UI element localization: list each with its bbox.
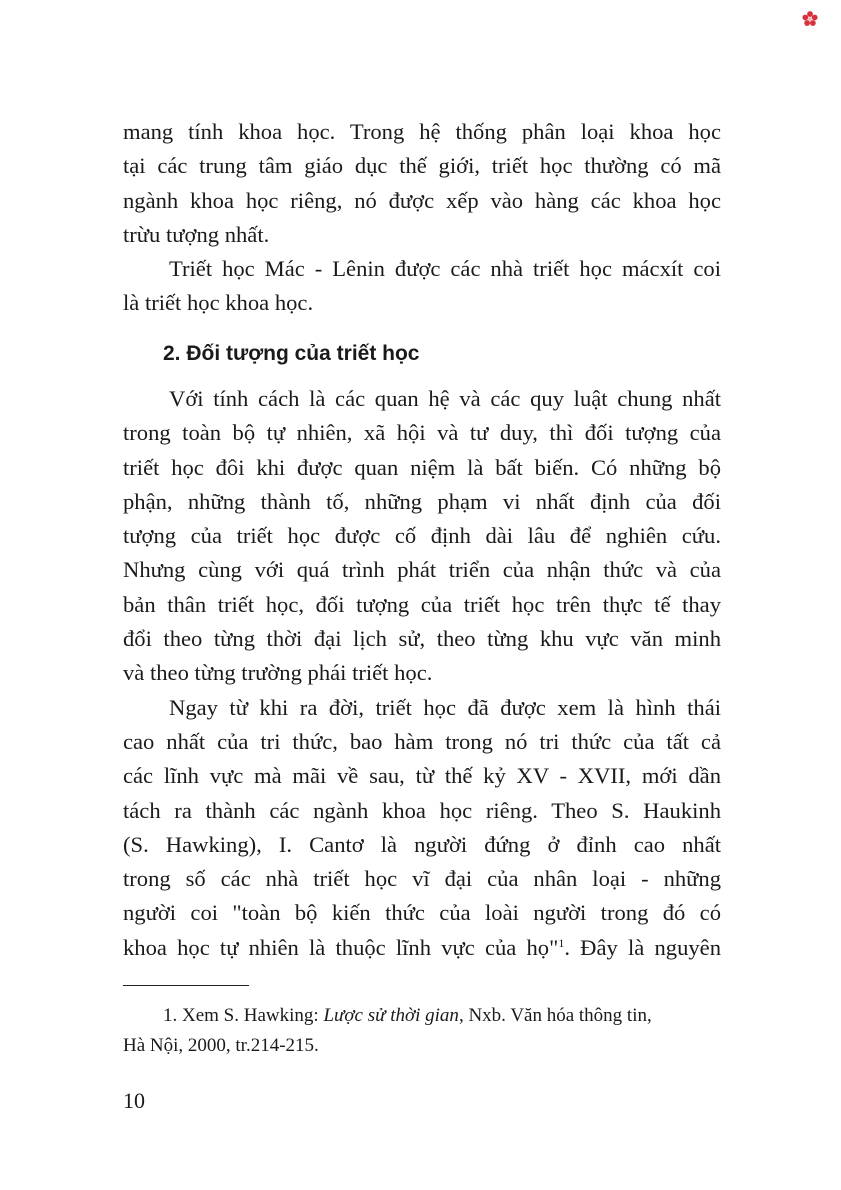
text-line: Triết học Mác - Lênin được các nhà triết học mácxít coi (169, 256, 721, 282)
text-line: trong số các nhà triết học vĩ đại của nhân loại - những (123, 866, 721, 892)
flower-ornament-icon (801, 10, 819, 28)
text-line: và theo từng trường phái triết học. (123, 660, 433, 686)
footnote (123, 1001, 721, 1061)
paragraph-last-line (123, 931, 721, 965)
page-number: 10 (123, 1088, 145, 1113)
footnote-line: Hà Nội, 2000, tr.214-215. (123, 1035, 319, 1056)
text-line: tại các trung tâm giáo dục thế giới, triết học thường có mã (123, 153, 721, 179)
text-line: người coi "toàn bộ kiến thức của loài người trong đó có (123, 900, 721, 926)
footnote-divider (123, 985, 249, 986)
text-line: đổi theo từng thời đại lịch sử, theo từng khu vực văn minh (123, 626, 721, 652)
text-line: cao nhất của tri thức, bao hàm trong nó tri thức của tất cả (123, 728, 721, 754)
footnote-reference[interactable]: 1 (558, 936, 565, 950)
text-line: (S. Hawking), I. Cantơ là người đứng ở đỉnh cao nhất (123, 831, 721, 857)
paragraph-block-2 (123, 382, 721, 931)
section-heading: 2. Đối tượng của triết học (163, 342, 420, 365)
text-line: trong toàn bộ tự nhiên, xã hội và tư duy, thì đối tượng của (123, 420, 721, 446)
text-line: mang tính khoa học. Trong hệ thống phân loại khoa học (123, 119, 721, 144)
text-line: trừu tượng nhất. (123, 221, 270, 247)
text-line: Ngay từ khi ra đời, triết học đã được xem là hình thái (169, 694, 721, 720)
text-line: tách ra thành các ngành khoa học riêng. Theo S. Haukinh (123, 797, 721, 823)
footnote-line: 1. Xem S. Hawking: Lược sử thời gian, Nxb. Văn hóa thông tin, (163, 1005, 652, 1026)
text-line: tượng của triết học được cố định dài lâu để nghiên cứu. (123, 523, 721, 549)
text-line: phận, những thành tố, những phạm vi nhất định của đối (123, 488, 721, 514)
text-line: khoa học tự nhiên là thuộc lĩnh vực của họ"$^1$. Đây là nguyên (123, 935, 721, 960)
text-line: Nhưng cùng với quá trình phát triển của nhận thức và của (123, 557, 721, 583)
text-line: triết học đôi khi được quan niệm là bất biến. Có những bộ (123, 454, 721, 480)
text-line: là triết học khoa học. (123, 290, 314, 316)
text-line: các lĩnh vực mà mãi về sau, từ thế kỷ XV - XVII, mới dần (123, 763, 721, 789)
paragraph-block-1 (123, 115, 721, 321)
text-line: Với tính cách là các quan hệ và các quy luật chung nhất (169, 386, 721, 411)
text-line: bản thân triết học, đối tượng của triết học trên thực tế thay (123, 591, 721, 617)
text-line: ngành khoa học riêng, nó được xếp vào hàng các khoa học (123, 187, 721, 213)
footnote-book-title: Lược sử thời gian (323, 1005, 459, 1026)
